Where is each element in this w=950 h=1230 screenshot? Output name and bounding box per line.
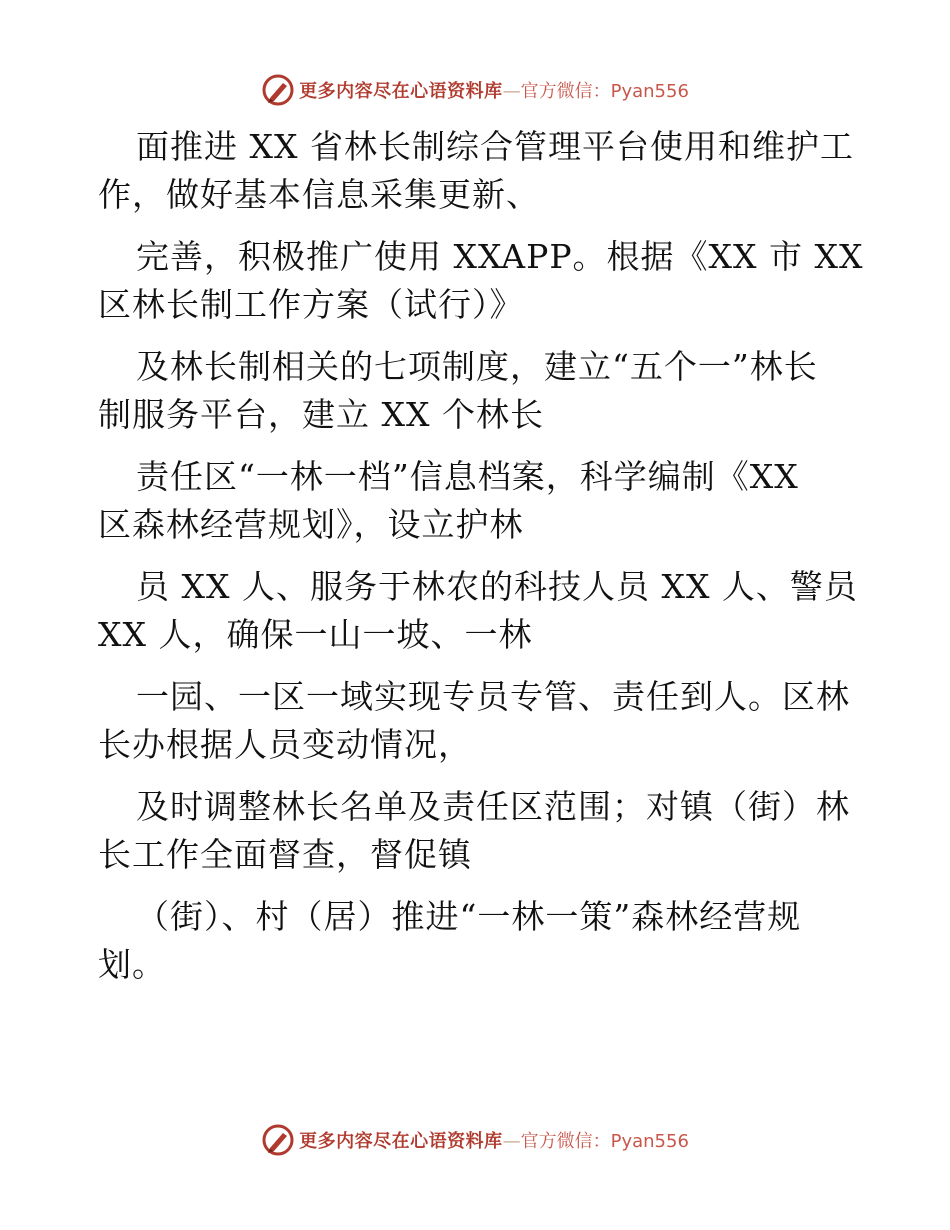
- body-line: 及林长制相关的七项制度，建立“五个一”林长: [136, 347, 818, 386]
- header-banner: [0, 70, 950, 110]
- footer-banner: [0, 1120, 950, 1160]
- body-line: 区森林经营规划》，设立护林: [98, 505, 524, 544]
- body-line: XX 人，确保一山一坡、一林: [98, 615, 533, 654]
- body-line: 划。: [98, 945, 166, 984]
- pen-circle-logo-icon: [261, 1123, 295, 1157]
- body-line: 区林长制工作方案（试行）》: [98, 285, 524, 324]
- body-line: 制服务平台，建立 XX 个林长: [98, 395, 544, 434]
- header-dash: —: [502, 81, 521, 102]
- footer-wechat-text: 官方微信：Pyan556: [520, 1131, 689, 1152]
- body-line: 及时调整林长名单及责任区范围；对镇（街）林: [136, 787, 850, 826]
- body-line: 长办根据人员变动情况，: [98, 725, 472, 764]
- header-banner-inner: [261, 73, 689, 107]
- body-line: 责任区“一林一档”信息档案，科学编制《XX: [136, 457, 799, 496]
- body-line: 长工作全面督查，督促镇: [98, 835, 472, 874]
- body-line: 一园、一区一域实现专员专管、责任到人。区林: [136, 677, 850, 716]
- body-line: 面推进 XX 省林长制综合管理平台使用和维护工: [136, 127, 854, 166]
- body-line: （街）、村（居）推进“一林一策”森林经营规: [136, 897, 802, 936]
- body-line: 作，做好基本信息采集更新、: [98, 175, 540, 214]
- body-line: 员 XX 人、服务于林农的科技人员 XX 人、警员: [136, 567, 858, 606]
- document-body: [98, 123, 864, 989]
- footer-text: [299, 1127, 689, 1153]
- body-line: 完善，积极推广使用 XXAPP。根据《XX 市 XX: [136, 237, 864, 276]
- pen-circle-logo-icon: [261, 73, 295, 107]
- header-main-text: 更多内容尽在心语资料库: [299, 81, 503, 102]
- header-wechat-text: 官方微信：Pyan556: [520, 81, 689, 102]
- footer-banner-inner: [261, 1123, 689, 1157]
- footer-dash: —: [502, 1131, 521, 1152]
- footer-main-text: 更多内容尽在心语资料库: [299, 1131, 503, 1152]
- header-text: [299, 77, 689, 103]
